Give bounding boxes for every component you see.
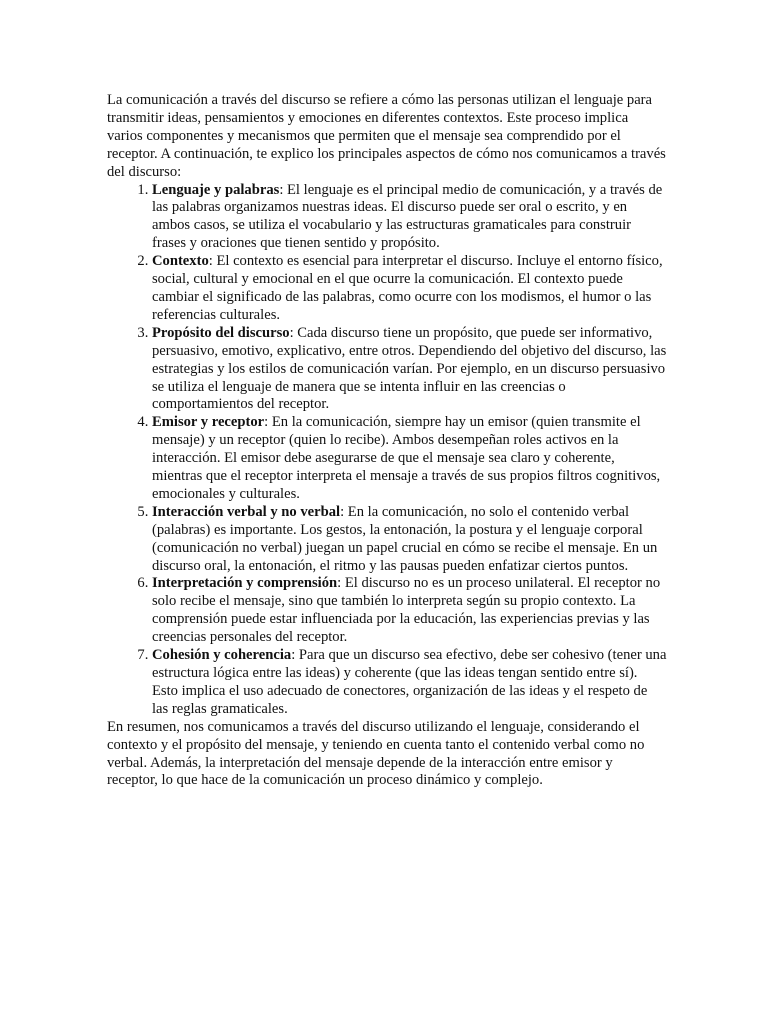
item-text: : El lenguaje es el principal medio de comunicación, y a través de las palabras organizamos nuestras ideas. El discurso puede ser oral o escrito, y en ambos casos, se utiliza el vocabulario y las estructuras gramaticales para construir frases y oraciones que tienen sentido y propósito. — [152, 181, 663, 252]
list-item — [152, 325, 667, 415]
item-term: Interacción verbal y no verbal — [152, 503, 341, 520]
list-item — [152, 253, 667, 325]
conclusion-paragraph: En resumen, nos comunicamos a través del discurso utilizando el lenguaje, considerando el contexto y el propósito del mensaje, y teniendo en cuenta tanto el contenido verbal como no verbal. Además, la interpretación del mensaje depende de la interacción entre emisor y receptor, lo que hace de la comunicación un proceso dinámico y complejo. — [107, 718, 645, 789]
item-text: : Cada discurso tiene un propósito, que puede ser informativo, persuasivo, emotivo, explicativo, entre otros. Dependiendo del objetivo del discurso, las estrategias y los estilos de comunicación varían. Por ejemplo, en un discurso persuasivo se utiliza el lenguaje de manera que se intenta influir en las creencias o comportamientos del receptor. — [152, 324, 667, 413]
item-term: Contexto — [152, 253, 209, 270]
intro-paragraph: La comunicación a través del discurso se refiere a cómo las personas utilizan el lenguaje para transmitir ideas, pensamientos y emociones en diferentes contextos. Este proceso implica varios componentes y mecanismos que permiten que el mensaje sea comprendido por el receptor. A continuación, te explico los principales aspectos de cómo nos comunicamos a través del discurso: — [107, 92, 666, 180]
list-item — [152, 575, 667, 647]
list-item — [152, 182, 667, 254]
item-term: Cohesión y coherencia — [152, 647, 292, 664]
list-item — [152, 647, 667, 719]
item-text: : En la comunicación, siempre hay un emisor (quien transmite el mensaje) y un receptor (quien lo recibe). Ambos desempeñan roles activos en la interacción. El emisor debe asegurarse de que el mensaje sea claro y coherente, mientras que el receptor interpreta el mensaje a través de sus propios filtros cognitivos, emocionales y culturales. — [152, 414, 661, 502]
item-text: : En la comunicación, no solo el contenido verbal (palabras) es importante. Los gestos, la entonación, la postura y el lenguaje corporal (comunicación no verbal) juegan un papel crucial en cómo se recibe el mensaje. En un discurso oral, la entonación, el ritmo y las pausas pueden enfatizar ciertos puntos. — [152, 503, 658, 574]
item-text: : El contexto es esencial para interpretar el discurso. Incluye el entorno físico, social, cultural y emocional en el que ocurre la comunicación. El contexto puede cambiar el significado de las palabras, como ocurre con los modismos, el humor o las referencias culturales. — [152, 253, 663, 323]
item-text: : Para que un discurso sea efectivo, debe ser cohesivo (tener una estructura lógica entre las ideas) y coherente (que las ideas tengan sentido entre sí). Esto implica el uso adecuado de conectores, organización de las ideas y el respeto de las reglas gramaticales. — [152, 647, 667, 717]
item-term: Interpretación y comprensión — [152, 575, 338, 592]
item-term: Lenguaje y palabras — [152, 181, 280, 198]
item-term: Propósito del discurso — [152, 324, 290, 341]
list-item — [152, 504, 667, 576]
list-item — [152, 414, 667, 504]
aspects-list — [107, 182, 667, 719]
item-text: : El discurso no es un proceso unilateral. El receptor no solo recibe el mensaje, sino que también lo interpreta según su propio contexto. La comprensión puede estar influenciada por la educación, las experiencias previas y las creencias personales del receptor. — [152, 575, 661, 646]
document-page — [107, 92, 667, 790]
item-term: Emisor y receptor — [152, 414, 265, 431]
